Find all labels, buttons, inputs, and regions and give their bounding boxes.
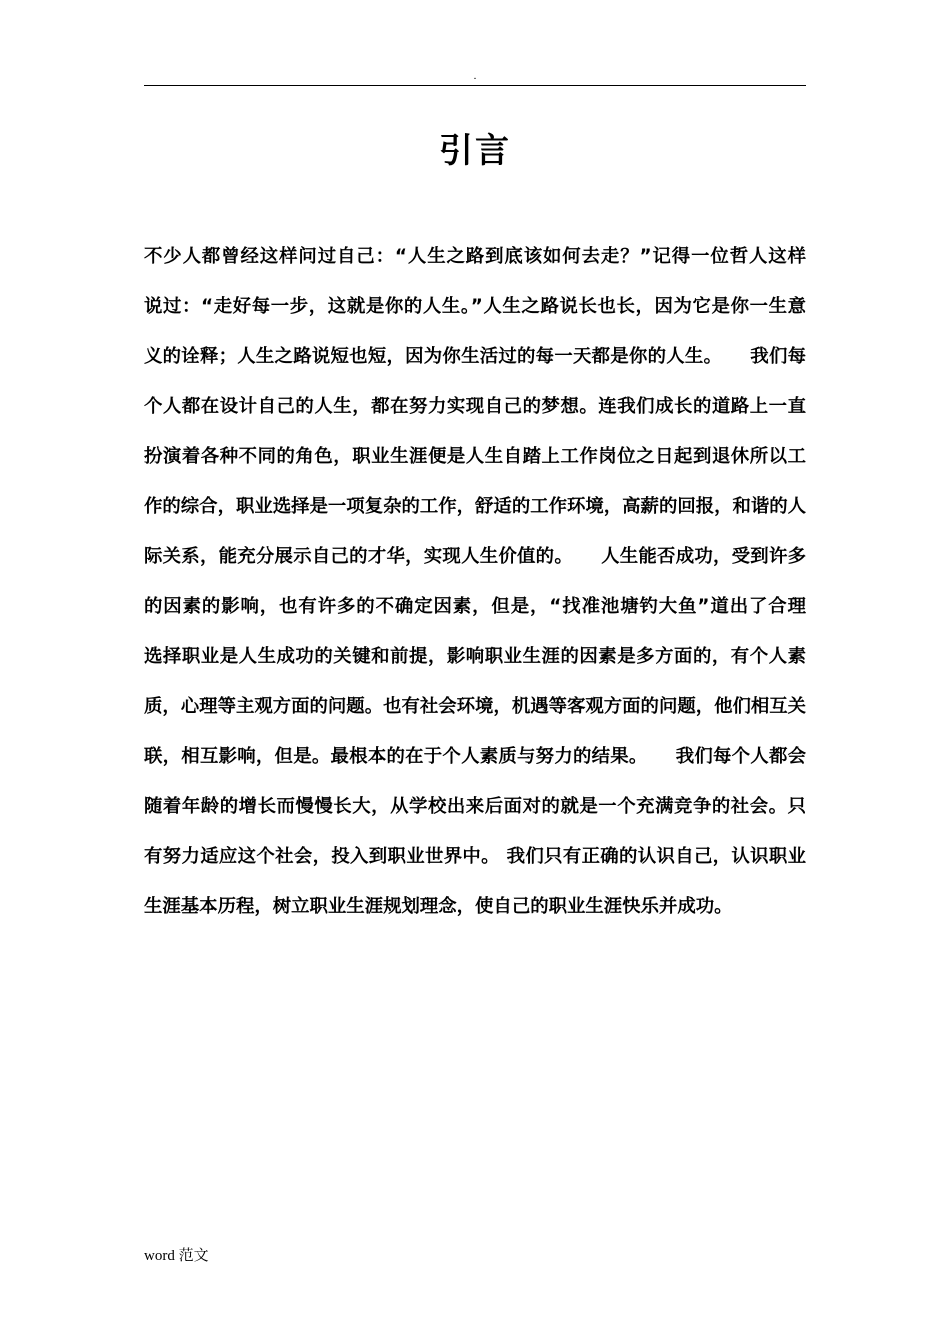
body-line: 说过：“走好每一步，这就是你的人生。”人生之路说长也长，因为它是你一生意 <box>144 296 806 317</box>
body-line: 联，相互影响，但是。最根本的在于个人素质与努力的结果。 我们每个人都会 <box>144 746 806 767</box>
header-mark: . <box>473 70 477 82</box>
body-line: 生涯基本历程，树立职业生涯规划理念，使自己的职业生涯快乐并成功。 <box>144 896 733 917</box>
body-line: 义的诠释；人生之路说短也短，因为你生活过的每一天都是你的人生。 我们每 <box>144 346 806 367</box>
body-line: 扮演着各种不同的角色，职业生涯便是人生自踏上工作岗位之日起到退休所以工 <box>144 446 806 467</box>
footer-label: word 范文 <box>144 1248 209 1264</box>
body-line: 个人都在设计自己的人生，都在努力实现自己的梦想。连我们成长的道路上一直 <box>144 396 806 417</box>
body-paragraph <box>144 232 806 932</box>
body-line: 作的综合，职业选择是一项复杂的工作，舒适的工作环境，高薪的回报，和谐的人 <box>144 496 807 517</box>
body-line: 的因素的影响，也有许多的不确定因素，但是，“找准池塘钓大鱼”道出了合理 <box>144 596 806 617</box>
header-rule <box>144 85 806 86</box>
body-line: 际关系，能充分展示自己的才华，实现人生价值的。 人生能否成功，受到许多 <box>144 546 806 567</box>
body-line: 随着年龄的增长而慢慢长大，从学校出来后面对的就是一个充满竞争的社会。只 <box>144 796 806 817</box>
body-line: 选择职业是人生成功的关键和前提，影响职业生涯的因素是多方面的，有个人素 <box>144 646 806 667</box>
body-line: 质，心理等主观方面的问题。也有社会环境，机遇等客观方面的问题，他们相互关 <box>144 696 807 717</box>
body-line: 不少人都曾经这样问过自己：“人生之路到底该如何去走？”记得一位哲人这样 <box>144 246 806 267</box>
page-title: 引言 <box>439 131 511 171</box>
body-line: 有努力适应这个社会，投入到职业世界中。 我们只有正确的认识自己，认识职业 <box>144 846 806 867</box>
